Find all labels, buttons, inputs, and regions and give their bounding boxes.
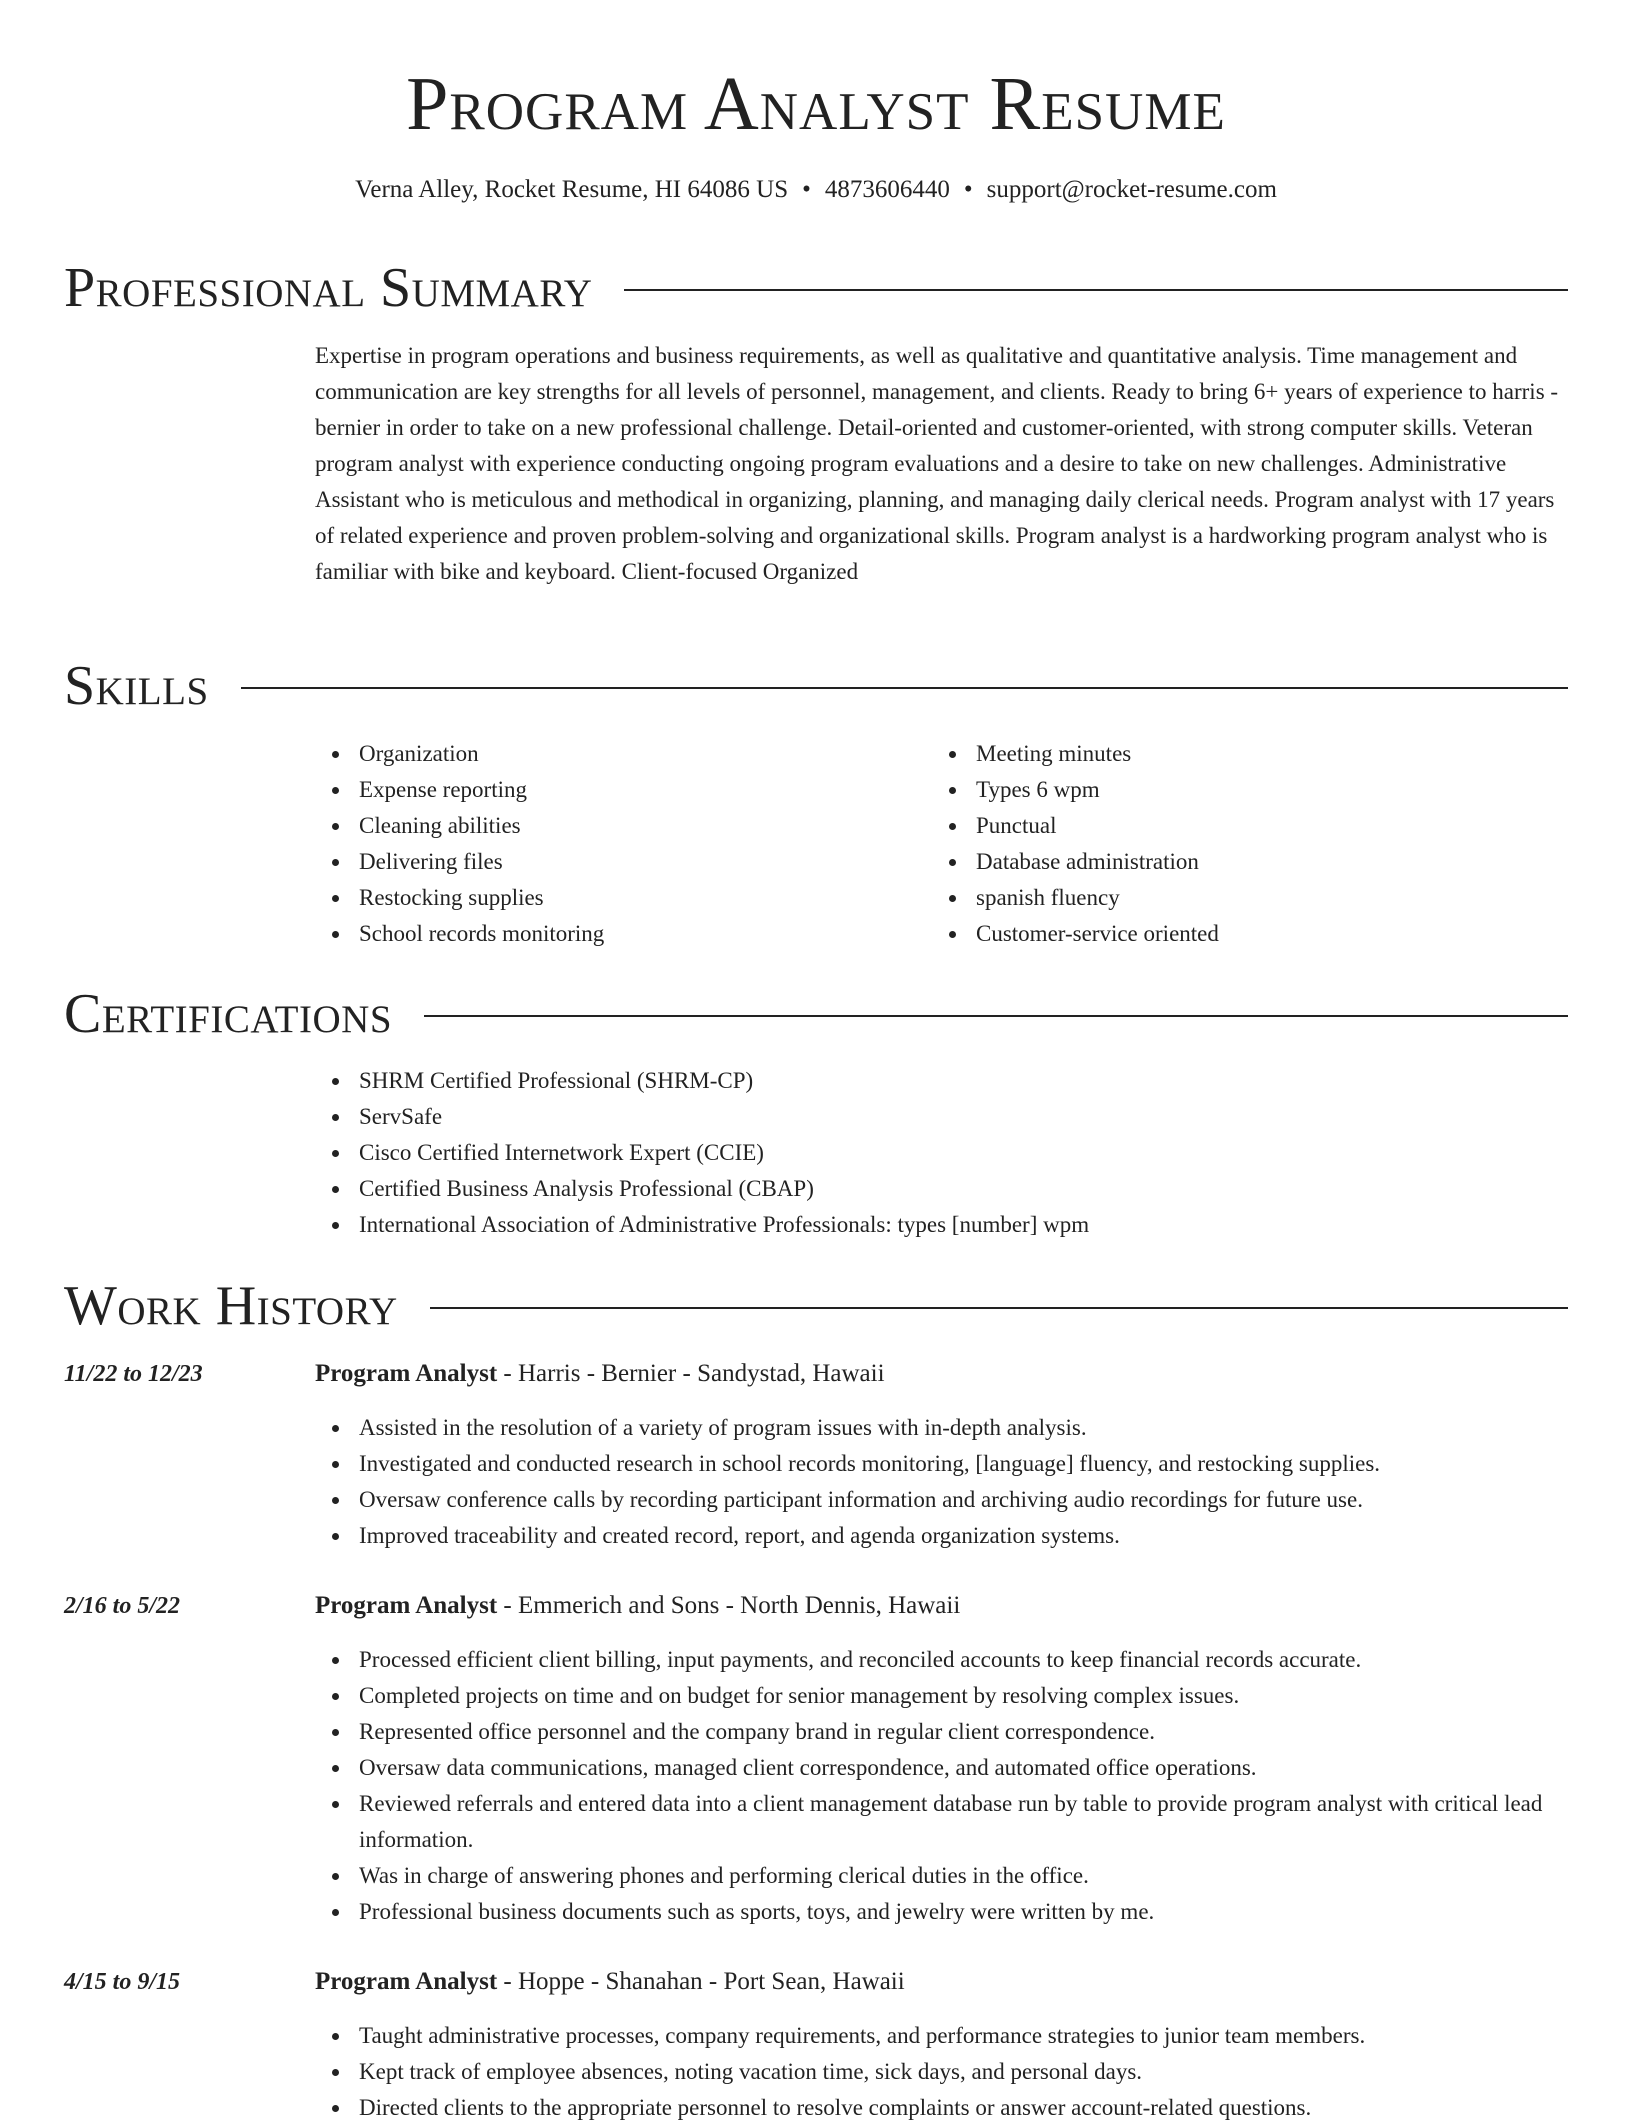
job-duty-item: Was in charge of answering phones and performing clerical duties in the office. xyxy=(359,1858,1568,1894)
section-header-summary xyxy=(64,256,1568,320)
job-duty-item: Professional business documents such as sports, toys, and jewelry were written by me. xyxy=(359,1894,1568,1930)
section-title-work-history: Work History xyxy=(64,1275,398,1337)
contact-line xyxy=(0,174,1632,206)
skill-item: Meeting minutes xyxy=(976,736,1549,772)
job-duties xyxy=(315,1642,1568,1930)
contact-separator: • xyxy=(802,176,811,203)
summary-block xyxy=(315,338,1568,590)
skill-item: Restocking supplies xyxy=(359,880,932,916)
skills-grid xyxy=(315,736,1568,952)
skills-column-right xyxy=(932,736,1549,952)
certification-item: International Association of Administrative Professionals: types [number] wpm xyxy=(359,1207,1568,1243)
skill-item: Customer-service oriented xyxy=(976,916,1549,952)
skills-column-left xyxy=(315,736,932,952)
certification-item: Certified Business Analysis Professional (CBAP) xyxy=(359,1171,1568,1207)
job-duty-item: Kept track of employee absences, noting vacation time, sick days, and personal days. xyxy=(359,2054,1568,2090)
job-employer: - Harris - Bernier - Sandystad, Hawaii xyxy=(497,1360,885,1387)
job-duty-item: Reviewed referrals and entered data into a client management database run by table to provide program analyst with critical lead information. xyxy=(359,1786,1568,1858)
certification-item: Cisco Certified Internetwork Expert (CCIE) xyxy=(359,1135,1568,1171)
job-duty-item: Directed clients to the appropriate personnel to resolve complaints or answer account-related questions. xyxy=(359,2090,1568,2126)
section-header-skills xyxy=(64,654,1568,718)
section-divider xyxy=(430,1307,1568,1309)
skill-item: Expense reporting xyxy=(359,772,932,808)
skill-item: School records monitoring xyxy=(359,916,932,952)
job-dates: 11/22 to 12/23 xyxy=(64,1361,203,1387)
job-duty-item: Oversaw conference calls by recording participant information and archiving audio recordings for future use. xyxy=(359,1482,1568,1518)
section-divider xyxy=(424,1015,1568,1017)
job-employer: - Hoppe - Shanahan - Port Sean, Hawaii xyxy=(497,1968,905,1995)
skill-item: Types 6 wpm xyxy=(976,772,1549,808)
section-header-certifications xyxy=(64,982,1568,1046)
job-duty-item: Processed efficient client billing, input payments, and reconciled accounts to keep financial records accurate. xyxy=(359,1642,1568,1678)
job-duty-item: Improved traceability and created record, report, and agenda organization systems. xyxy=(359,1518,1568,1554)
skill-item: spanish fluency xyxy=(976,880,1549,916)
skill-item: Database administration xyxy=(976,844,1549,880)
job-heading xyxy=(315,1966,905,1998)
job-heading xyxy=(315,1358,885,1390)
contact-separator: • xyxy=(963,176,973,203)
section-divider xyxy=(241,687,1568,689)
section-header-work-history xyxy=(64,1274,1568,1338)
section-divider xyxy=(624,289,1568,291)
skill-item: Cleaning abilities xyxy=(359,808,932,844)
skill-item: Punctual xyxy=(976,808,1549,844)
skills-block xyxy=(315,736,1568,952)
job-title: Program Analyst xyxy=(315,1592,498,1619)
job-duty-item: Assisted in the resolution of a variety of program issues with in-depth analysis. xyxy=(359,1410,1568,1446)
job-employer: - Emmerich and Sons - North Dennis, Hawaii xyxy=(497,1592,961,1619)
job-heading xyxy=(315,1590,960,1622)
section-title-summary: Professional Summary xyxy=(64,257,593,319)
contact-address: Verna Alley, Rocket Resume, HI 64086 US xyxy=(355,176,789,203)
job-dates: 4/15 to 9/15 xyxy=(64,1969,181,1995)
certification-item: SHRM Certified Professional (SHRM-CP) xyxy=(359,1063,1568,1099)
job-duty-item: Completed projects on time and on budget for senior management by resolving complex issues. xyxy=(359,1678,1568,1714)
section-title-skills: Skills xyxy=(64,655,209,717)
certification-item: ServSafe xyxy=(359,1099,1568,1135)
contact-phone: 4873606440 xyxy=(824,176,950,203)
job-duty-item: Taught administrative processes, company requirements, and performance strategies to junior team members. xyxy=(359,2018,1568,2054)
skill-item: Delivering files xyxy=(359,844,932,880)
job-duties xyxy=(315,2018,1568,2126)
job-duty-item: Represented office personnel and the company brand in regular client correspondence. xyxy=(359,1714,1568,1750)
job-title: Program Analyst xyxy=(315,1360,498,1387)
resume-title: Program Analyst Resume xyxy=(406,62,1226,146)
contact-email: support@rocket-resume.com xyxy=(986,176,1277,203)
job-duty-item: Oversaw data communications, managed client correspondence, and automated office operations. xyxy=(359,1750,1568,1786)
certifications-block xyxy=(315,1063,1568,1243)
job-dates: 2/16 to 5/22 xyxy=(64,1593,181,1619)
job-title: Program Analyst xyxy=(315,1968,498,1995)
job-duties xyxy=(315,1410,1568,1554)
job-duty-item: Investigated and conducted research in school records monitoring, [language] fluency, and restocking supplies. xyxy=(359,1446,1568,1482)
skill-item: Organization xyxy=(359,736,932,772)
section-title-certifications: Certifications xyxy=(64,983,393,1045)
summary-text: Expertise in program operations and business requirements, as well as qualitative and quantitative analysis. Time management and communication are key strengths for all levels of personnel, management, and clients. Ready to bring 6+ years of experience to harris - bernier in order to take on a new professional challenge. Detail-oriented and customer-oriented, with strong computer skills. Veteran program analyst with experience conducting ongoing program evaluations and a desire to take on new challenges. Administrative Assistant who is meticulous and methodical in organizing, planning, and managing daily clerical needs. Program analyst with 17 years of related experience and proven problem-solving and organizational skills. Program analyst is a hardworking program analyst who is familiar with bike and keyboard. Client-focused Organized xyxy=(315,343,1559,584)
